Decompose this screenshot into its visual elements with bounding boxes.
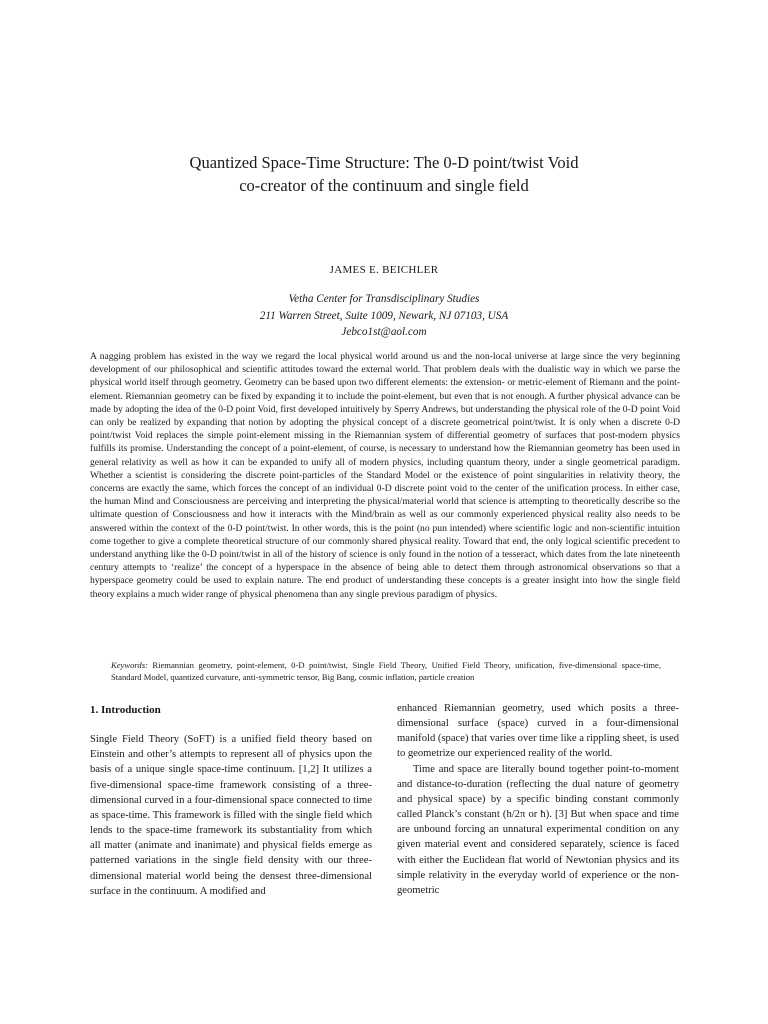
title-line-1: Quantized Space-Time Structure: The 0-D point/twist Void	[189, 153, 579, 172]
intro-paragraph-2: Time and space are literally bound together point-to-moment and distance-to-duration (reflecting the dual nature of geometry and physical space) by a specific binding constant commonly called Planck’s constant (h/2π or ħ). [3] But when space and time are unbound forcing an unnatural experimental condition on any given material event and considered separately, science is faced with either the Euclidean flat world of Newtonian physics and its simple relativity in the everyday world of experience or the non-geometric	[397, 763, 679, 896]
title-line-2: co-creator of the continuum and single field	[239, 176, 529, 195]
paper-title	[90, 151, 678, 197]
affiliation-address: 211 Warren Street, Suite 1009, Newark, NJ 07103, USA	[259, 309, 509, 322]
keywords	[90, 659, 661, 684]
right-column	[397, 701, 679, 898]
keywords-label: Keywords:	[111, 660, 148, 670]
affiliation-institution: Vetha Center for Transdisciplinary Studies	[288, 293, 480, 305]
author-affiliation	[90, 291, 678, 341]
intro-paragraph-continued: enhanced Riemannian geometry, used which posits a three-dimensional surface (space) curved in a four-dimensional manifold (space) that varies over time like a rippling sheet, is used to geometrize our experienced reality of the world.	[397, 703, 679, 760]
affiliation-email: Jebco1st@aol.com	[341, 326, 427, 338]
left-column	[90, 701, 372, 899]
intro-paragraph-1: Single Field Theory (SoFT) is a unified field theory based on Einstein and other’s attempts to represent all of physics upon the basis of a unique single space-time continuum. [1,2] It utilizes a five-dimensional space-time framework consisting of a three-dimensional curved in a four-dimensional space connected to time as space-time. This framework is filled with the single field which lends to the space-time framework its substantiality from which all matter (animate and inanimate) and physical fields emerge as patterned variations in the single field density with our three-dimensional material world being the densest three-dimensional surface in the continuum. A modified and	[90, 734, 372, 897]
author-name: JAMES E. BEICHLER	[329, 264, 439, 276]
abstract: A nagging problem has existed in the way we regard the local physical world around us and the non-local universe at large since the very beginning development of our philosophical and scientific attitudes toward the external world. That problem deals with the dualistic way in which we parse the physical world itself through geometry. Geometry can be based upon two different elements: the extension- or metric-element of Riemann and the point-element. Riemannian geometry can be fixed by expanding it to include the point-element, but even that is not enough. A further physical advance can be made by adopting the idea of the 0-D point Void, first developed intuitively by Sperry Andrews, but understanding the physical role of the 0-D point Void can only be realized by expanding that notion by adopting the physical concept of a discrete geometrical point/twist. It is only when a discrete 0-D point/twist Void replaces the simple point-element missing in the Riemannian system of differential geometry of surfaces that post-modern physics fulfills its promise. Understanding the concept of a point-element, of course, is necessary to understand how the Riemannian geometry has been used in general relativity as well as how it can be expanded to unify all of modern physics, including quantum theory, under a single geometrical paradigm. Whether a scientist is considering the discrete point-particles of the Standard Model or the existence of point singularities in relativity theory, the concerns are exactly the same, which forces the concept of an individual 0-D discrete point void to the center of the unification process. In either case, the human Mind and Consciousness are perceiving and interpreting the physical/material world that science is attempting to theoretically describe so the ultimate question of Consciousness and how it interacts with the Mind/brain as well as our commonly experienced physical reality also needs to be answered within the context of the 0-D point/twist. In other words, this is the point (no pun intended) where scientific logic and non-scientific intuition come together to give a complete theoretical structure of our commonly shared physical reality. Toward that end, the only logical scientific precedent to understand anything like the 0-D point/twist in all of the history of science is only found in the notion of a tesseract, which dates from the late nineteenth century attempts to ‘realize’ the concept of a hyperspace in the absence of being able to detect them through astronomical observations so that a hyperspace geometry could be used to explain nature. The end product of understanding these concepts is a greater insight into how the single field theory explains a much wider range of physical phenomena than any single previous paradigm of physics.	[90, 351, 680, 600]
section-heading: 1. Introduction	[90, 704, 161, 716]
keywords-text: Riemannian geometry, point-element, 0-D point/twist, Single Field Theory, Unified Field Theory, unification, five-dimensional space-time, Standard Model, quantized curvature, anti-symmetric tensor, Big Bang, cosmic inflation, particle creation	[111, 660, 661, 683]
